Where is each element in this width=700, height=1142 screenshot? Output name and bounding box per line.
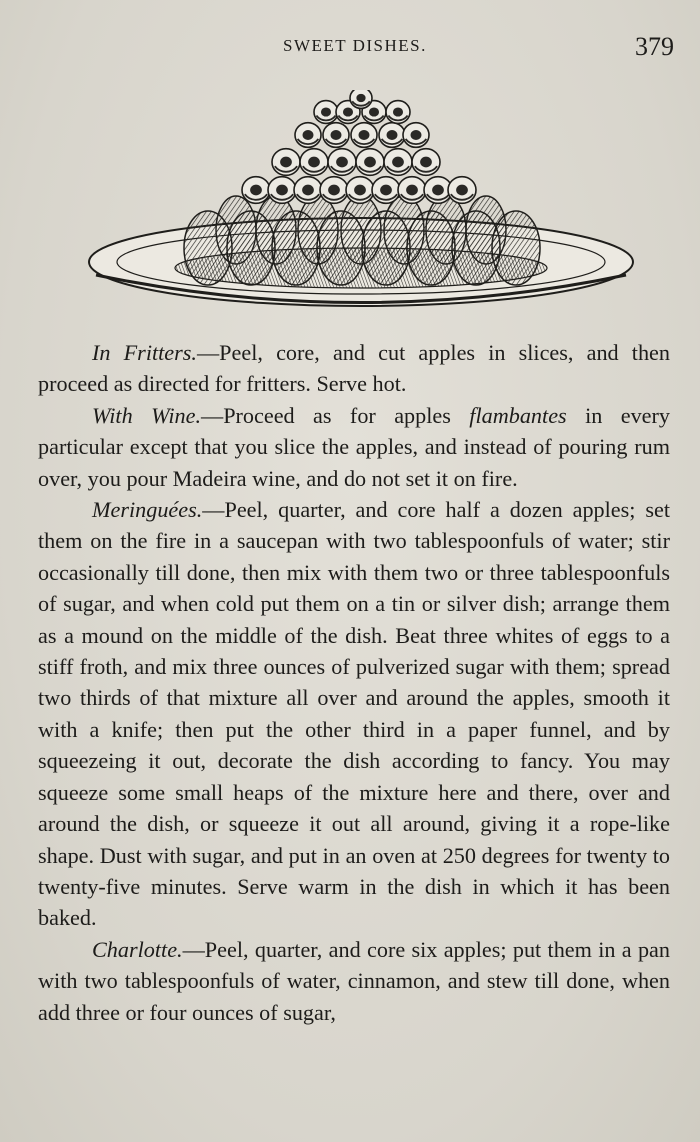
paragraph-wine bbox=[38, 400, 670, 494]
apple-quarter bbox=[362, 211, 410, 285]
apple-dish-illustration bbox=[86, 90, 636, 315]
page-number: 379 bbox=[635, 32, 674, 61]
meringue-ring bbox=[379, 123, 405, 148]
meringue-ring bbox=[323, 123, 349, 148]
apple-quarter bbox=[227, 211, 275, 285]
text-wine-a: —Proceed as for apples bbox=[201, 402, 470, 428]
meringue-ring bbox=[272, 149, 300, 176]
meringue-ring bbox=[372, 177, 400, 204]
meringue-ring bbox=[346, 177, 374, 204]
meringue-ring bbox=[328, 149, 356, 176]
paragraph-fritters bbox=[38, 337, 670, 400]
meringue-ring bbox=[300, 149, 328, 176]
meringue-ring bbox=[403, 123, 429, 148]
apple-quarter bbox=[492, 211, 540, 285]
recipe-text bbox=[38, 337, 670, 1028]
label-meringuees: Meringuées. bbox=[92, 497, 203, 523]
meringue-ring bbox=[384, 149, 412, 176]
apple-quarter bbox=[317, 211, 365, 285]
running-title: SWEET DISHES. bbox=[283, 36, 427, 55]
meringue-ring bbox=[386, 101, 410, 124]
meringue-ring bbox=[268, 177, 296, 204]
meringue-ring bbox=[294, 177, 322, 204]
paragraph-charlotte bbox=[38, 934, 670, 1028]
text-wine-b: in every particular except that you slice the apples, and instead of pouring rum over, you pour Madeira wine, and do not set it on fire. bbox=[38, 402, 671, 491]
meringue-ring bbox=[412, 149, 440, 176]
label-wine: With Wine. bbox=[92, 402, 201, 428]
meringue-ring bbox=[314, 101, 338, 124]
term-flambantes: flambantes bbox=[469, 402, 567, 428]
apple-quarter bbox=[184, 211, 232, 285]
text-meringuees: —Peel, quarter, and core half a dozen apples; set them on the fire in a saucepan with two tablespoonfuls of water; stir occasionally till done, then mix with them two or three tablespoonfuls of sugar, and when cold put them on a tin or silver dish; arrange them as a mound on the middle of the dish. Beat three whites of eggs to a stiff froth, and mix three ounces of pulverized sugar with them; spread two thirds of that mixture all over and around the apples, smooth it with a knife; then put the other third in a paper funnel, and by squeezeing it out, decorate the dish according to fancy. You may squeeze some small heaps of the mixture here and there, over and around the dish, or squeeze it out all around, giving it a rope-like shape. Dust with sugar, and put in an oven at 250 degrees for twenty to twenty-five minutes. Serve warm in the dish in which it has been baked. bbox=[38, 497, 670, 931]
meringue-ring bbox=[350, 90, 372, 108]
apple-quarter bbox=[407, 211, 455, 285]
meringue-ring bbox=[398, 177, 426, 204]
paragraph-meringuees bbox=[38, 494, 670, 934]
page-header bbox=[0, 32, 700, 72]
meringue-ring bbox=[295, 123, 321, 148]
meringue-ring bbox=[320, 177, 348, 204]
label-fritters: In Fritters. bbox=[92, 340, 197, 365]
text-charlotte: —Peel, quarter, and core six apples; put them in a pan with two tablespoonfuls of water, cinnamon, and stew till done, when add three or four ounces of sugar, bbox=[38, 936, 670, 1025]
apple-meringue-dish-icon bbox=[86, 90, 636, 315]
meringue-ring bbox=[356, 149, 384, 176]
meringue-ring bbox=[242, 177, 270, 204]
label-charlotte: Charlotte. bbox=[92, 936, 183, 962]
meringue-ring bbox=[448, 177, 476, 204]
apple-quarter bbox=[272, 211, 320, 285]
text-fritters: —Peel, core, and cut apples in slices, and then proceed as directed for fritters. Serve hot. bbox=[38, 340, 670, 397]
meringue-ring bbox=[351, 123, 377, 148]
